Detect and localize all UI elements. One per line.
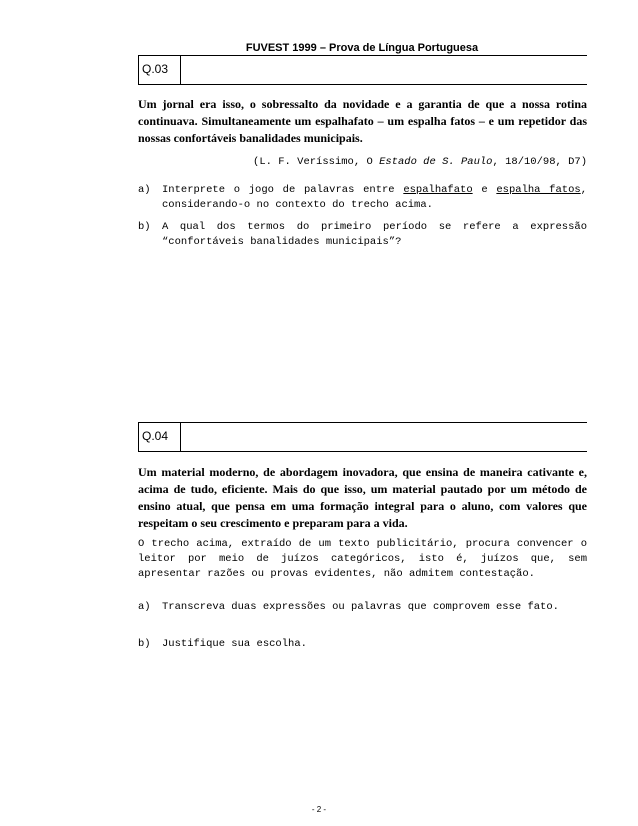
question-04-passage: Um material moderno, de abordagem inovadora, que ensina de maneira cativante e, acima de tudo, eficiente. Mais do que isso, um material pautado por um método de ensino atual, que pensa em uma formação integral para o aluno, com valores que respeitam o seu crescimento e preparam para a vida. [138, 465, 587, 530]
underlined-word-espalha-fatos: espalha fatos [496, 184, 581, 196]
item-text: Justifique sua escolha. [162, 638, 307, 650]
question-03-box [138, 55, 587, 85]
question-03-label: Q.03 [138, 56, 181, 84]
item-text: Transcreva duas expressões ou palavras que comprovem esse fato. [162, 601, 559, 613]
exam-header-title: FUVEST 1999 – Prova de Língua Portuguesa [245, 42, 479, 54]
item-text: A qual dos termos do primeiro período se refere a expressão “confortáveis banalidades municipais”? [162, 221, 587, 248]
question-03-passage: Um jornal era isso, o sobressalto da novidade e a garantia de que a nossa rotina continuava. Simultaneamente um espalhafato – um espalha fatos – e um repetidor das nossas confortáveis banalidades municipais. [138, 97, 587, 145]
page-number: - 2 - [311, 805, 327, 814]
item-marker: a) [138, 184, 151, 196]
item-marker: b) [138, 221, 151, 233]
citation-prefix: (L. F. Veríssimo, O [253, 156, 380, 168]
question-04-intro: O trecho acima, extraído de um texto publicitário, procura convencer o leitor por meio de juízos categóricos, isto é, juízos que, sem apresentar razões ou provas evidentes, não admitem contestação. [138, 538, 587, 580]
item-text [162, 183, 587, 213]
citation-suffix: , 18/10/98, D7) [492, 156, 587, 168]
question-04-box [138, 422, 587, 452]
item-text-part: Interprete o jogo de palavras entre [162, 184, 404, 196]
question-04-label: Q.04 [138, 423, 181, 451]
item-text-part: e [472, 184, 497, 196]
item-marker: a) [138, 601, 151, 613]
item-text-part: , considerando-o no contexto do trecho acima. [162, 184, 587, 211]
question-03-citation [138, 155, 587, 170]
underlined-word-espalhafato: espalhafato [403, 184, 473, 196]
citation-source: Estado de S. Paulo [379, 156, 493, 168]
item-marker: b) [138, 638, 151, 650]
